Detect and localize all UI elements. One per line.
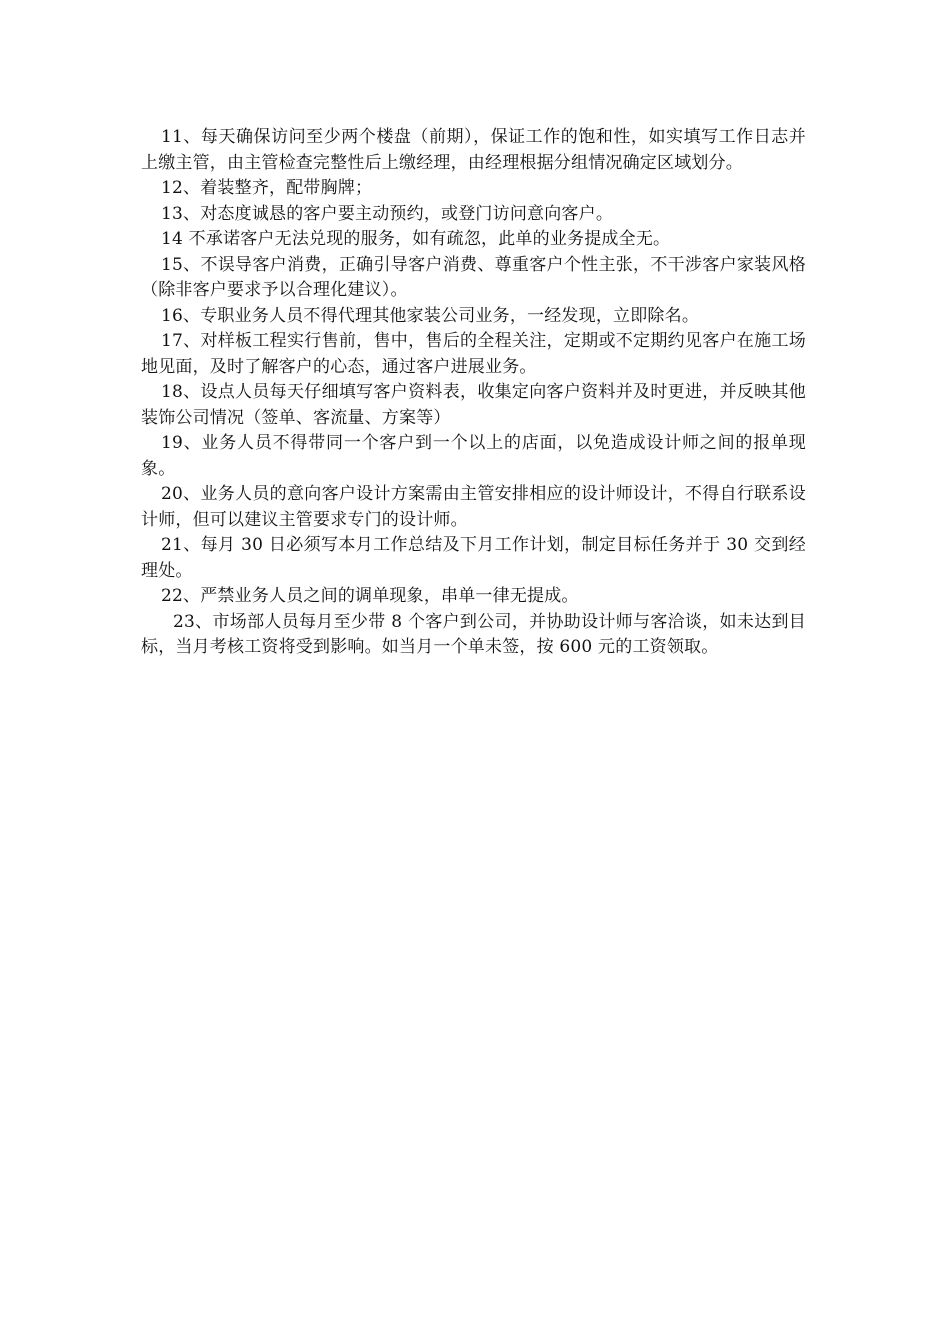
rule-19: 19、业务人员不得带同一个客户到一个以上的店面，以免造成设计师之间的报单现象。 <box>141 433 806 479</box>
rule-20: 20、业务人员的意向客户设计方案需由主管安排相应的设计师设计，不得自行联系设计师，但可以建议主管要求专门的设计师。 <box>141 484 806 530</box>
rule-16: 16、专职业务人员不得代理其他家装公司业务，一经发现，立即除名。 <box>161 305 700 326</box>
rule-23: 23、市场部人员每月至少带 8 个客户到公司，并协助设计师与客洽谈，如未达到目标，当月考核工资将受到影响。如当月一个单未签，按 600 元的工资领取。 <box>141 611 806 657</box>
document-body <box>141 125 806 661</box>
rule-22: 22、严禁业务人员之间的调单现象，串单一律无提成。 <box>161 586 579 606</box>
rule-18: 18、设点人员每天仔细填写客户资料表，收集定向客户资料并及时更进，并反映其他装饰公司情况（签单、客流量、方案等） <box>141 382 806 428</box>
rule-15: 15、不误导客户消费，正确引导客户消费、尊重客户个性主张，不干涉客户家装风格（除非客户要求予以合理化建议）。 <box>141 254 806 300</box>
rule-11: 11、每天确保访问至少两个楼盘（前期），保证工作的饱和性，如实填写工作日志并上缴主管，由主管检查完整性后上缴经理，由经理根据分组情况确定区域划分。 <box>141 127 806 173</box>
rule-21: 21、每月 30 日必须写本月工作总结及下月工作计划，制定目标任务并于 30 交到经理处。 <box>141 535 806 581</box>
rule-14: 14 不承诺客户无法兑现的服务，如有疏忽，此单的业务提成全无。 <box>161 229 671 249</box>
rule-13: 13、对态度诚恳的客户要主动预约，或登门访问意向客户。 <box>161 203 614 224</box>
rule-17: 17、对样板工程实行售前，售中，售后的全程关注，定期或不定期约见客户在施工场地见面，及时了解客户的心态，通过客户进展业务。 <box>141 331 806 377</box>
rule-12: 12、着装整齐，配带胸牌； <box>161 178 373 198</box>
